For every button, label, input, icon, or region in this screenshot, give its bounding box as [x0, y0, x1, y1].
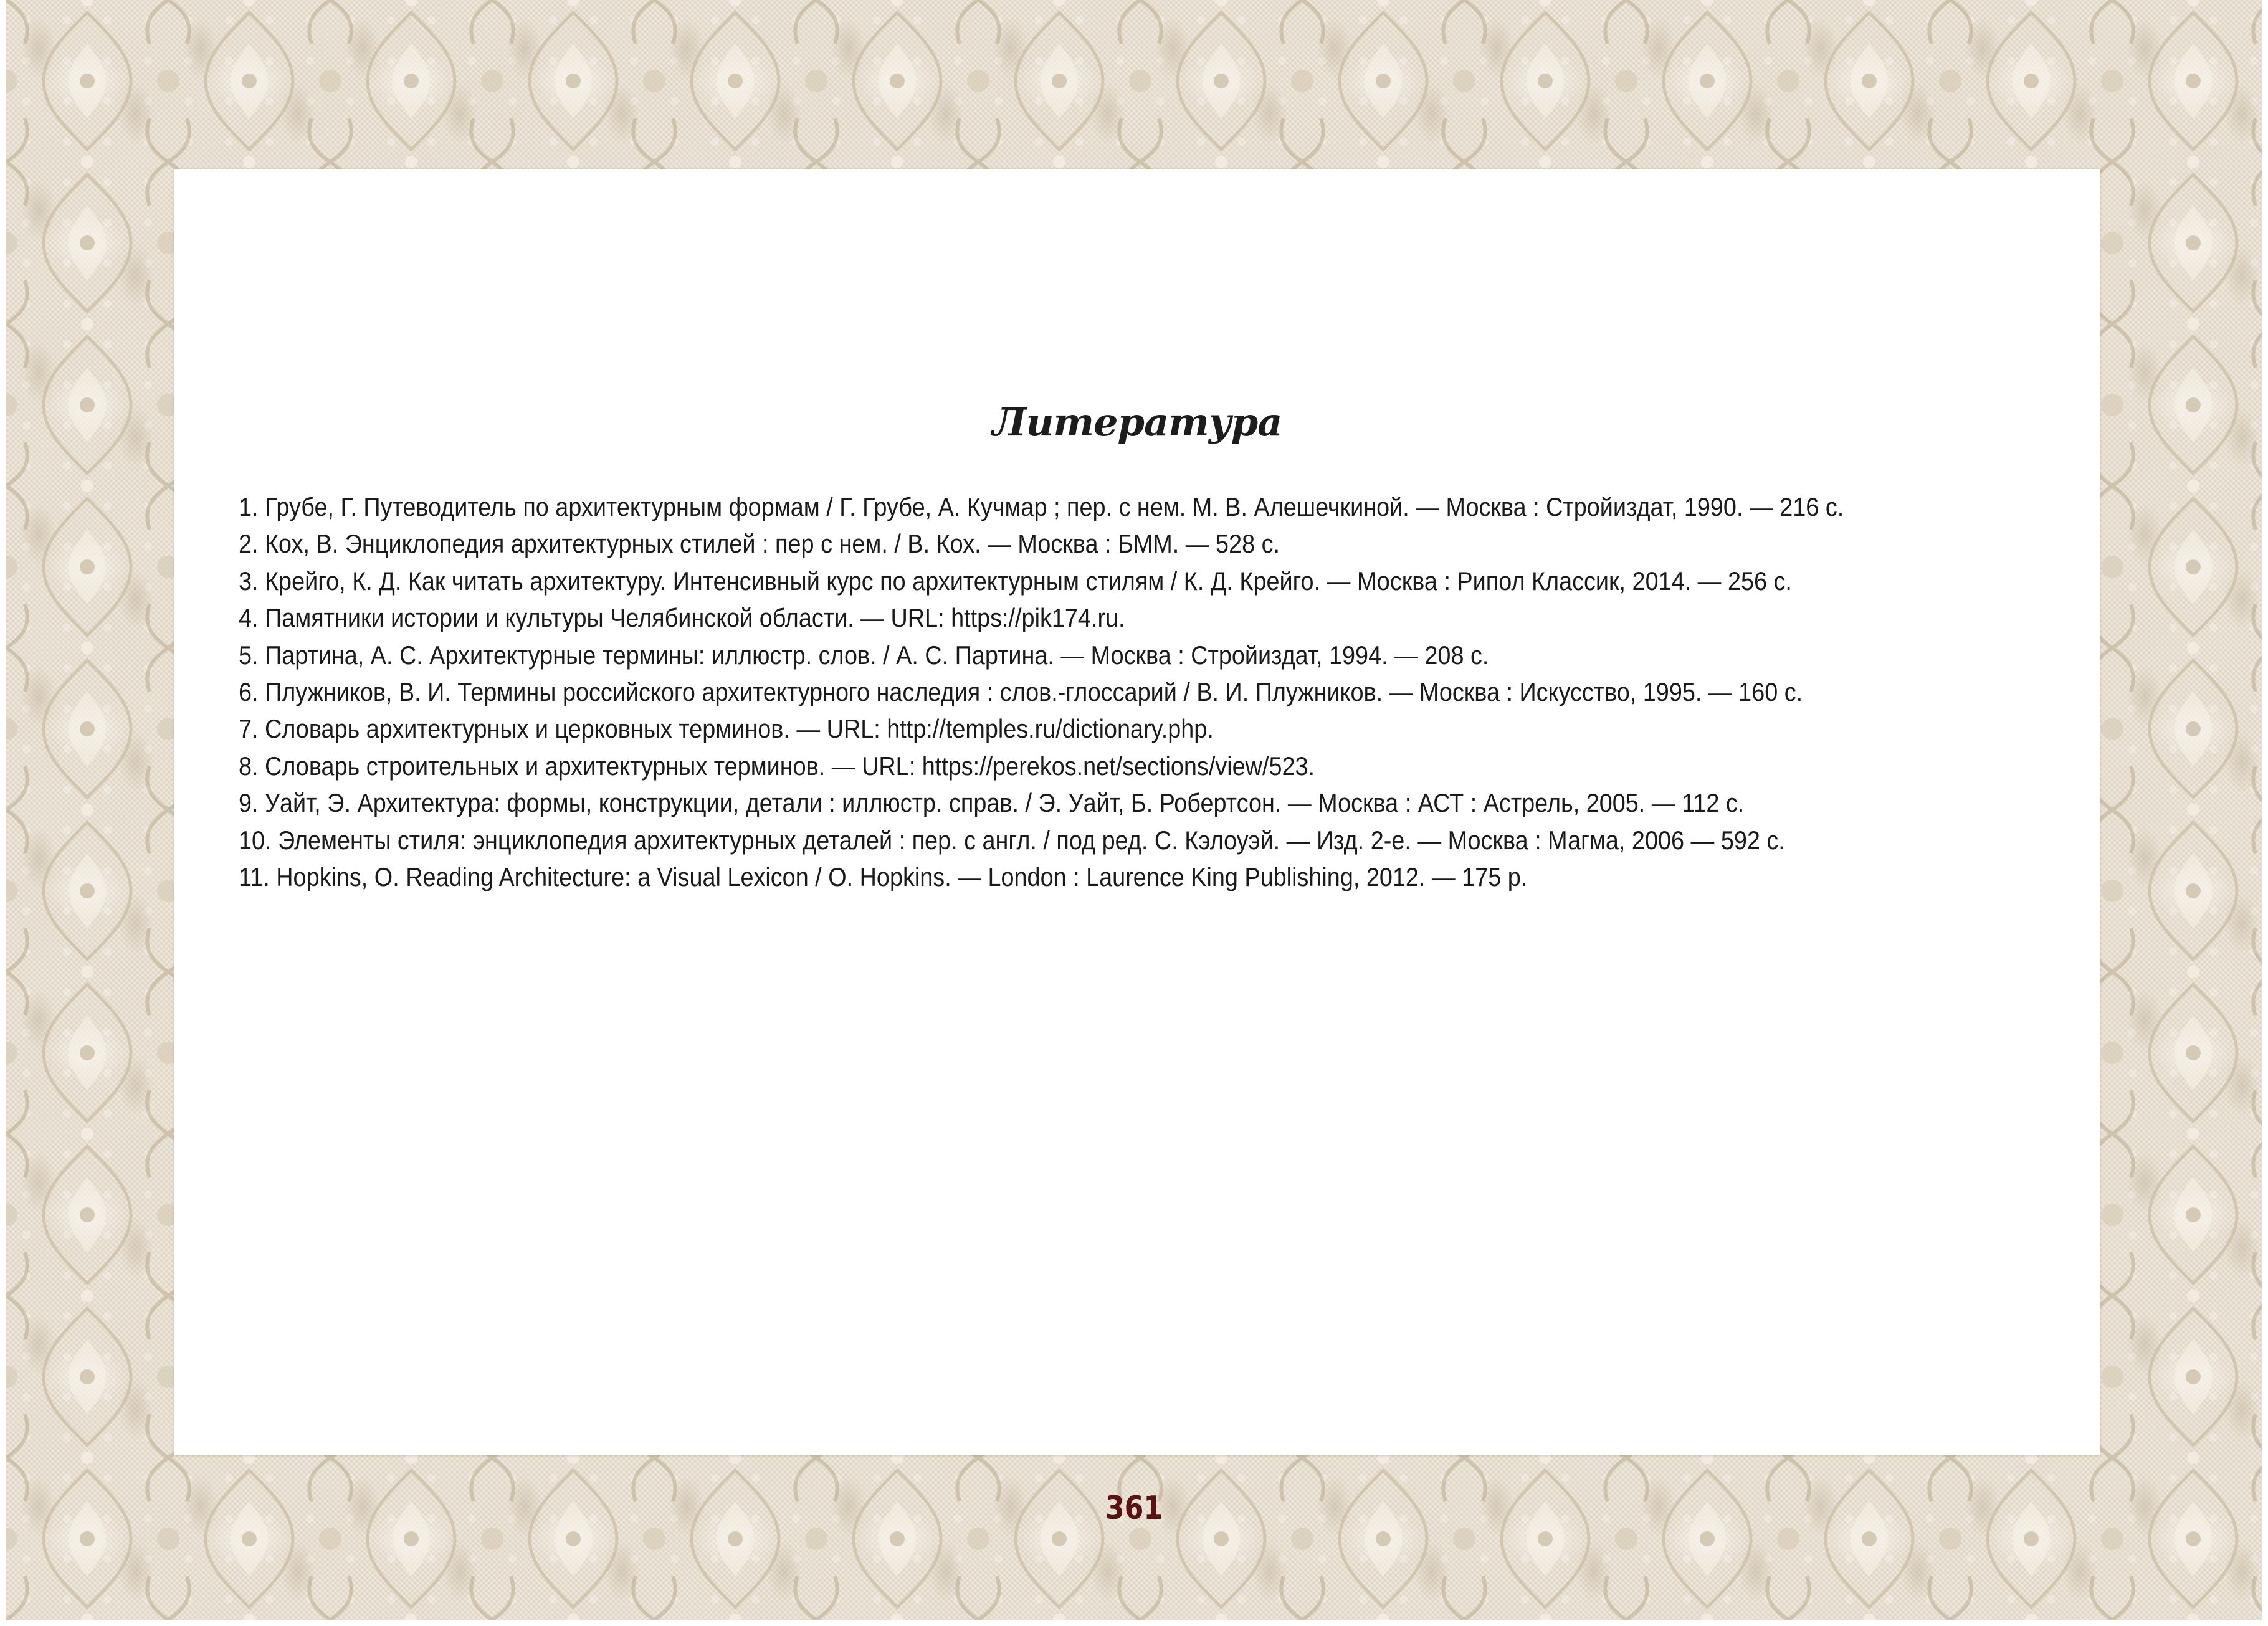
page-title: Литература [992, 399, 1282, 445]
page-frame-damask-border [6, 0, 2262, 1620]
reference-item-6: 6. Плужников, В. И. Термины российского архитектурного наследия : слов.-глоссарий / В. И. Плужников. — Москва : Искусство, 1995. — 160 с. [239, 677, 1803, 707]
reference-item-4: 4. Памятники истории и культуры Челябинской области. — URL: https://pik174.ru. [239, 603, 1125, 633]
reference-item-5: 5. Партина, А. С. Архитектурные термины: иллюстр. слов. / А. С. Партина. — Москва : Стройиздат, 1994. — 208 с. [239, 640, 1489, 670]
reference-item-1: 1. Грубе, Г. Путеводитель по архитектурным формам / Г. Грубе, А. Кучмар ; пер. с нем. М. В. Алешечкиной. — Москва : Стройиздат, 1990. — 216 с. [239, 492, 1844, 521]
reference-item-9: 9. Уайт, Э. Архитектура: формы, конструкции, детали : иллюстр. справ. / Э. Уайт, Б. Робертсон. — Москва : АСТ : Астрель, 2005. — 112 с. [239, 788, 1745, 818]
reference-item-2: 2. Кох, В. Энциклопедия архитектурных стилей : пер с нем. / В. Кох. — Москва : БММ. — 528 с. [239, 529, 1280, 559]
reference-item-10: 10. Элементы стиля: энциклопедия архитектурных деталей : пер. с англ. / под ред. С. Кэлоуэй. — Изд. 2-е. — Москва : Магма, 2006 — 592 с. [239, 825, 1785, 855]
reference-item-7: 7. Словарь архитектурных и церковных терминов. — URL: http://temples.ru/dictionary.php. [239, 714, 1214, 744]
page-number: 361 [1105, 1490, 1163, 1527]
content-panel [174, 169, 2100, 1455]
reference-item-3: 3. Крейго, К. Д. Как читать архитектуру. Интенсивный курс по архитектурным стилям / К. Д. Крейго. — Москва : Рипол Классик, 2014. — 256 с. [239, 566, 1792, 596]
reference-list [239, 488, 2083, 895]
reference-item-8: 8. Словарь строительных и архитектурных терминов. — URL: https://perekos.net/sections/view/523. [239, 751, 1315, 781]
reference-item-11: 11. Hopkins, O. Reading Architecture: a Visual Lexicon / O. Hopkins. — London : Laurence King Publishing, 2012. — 175 p. [239, 862, 1528, 892]
